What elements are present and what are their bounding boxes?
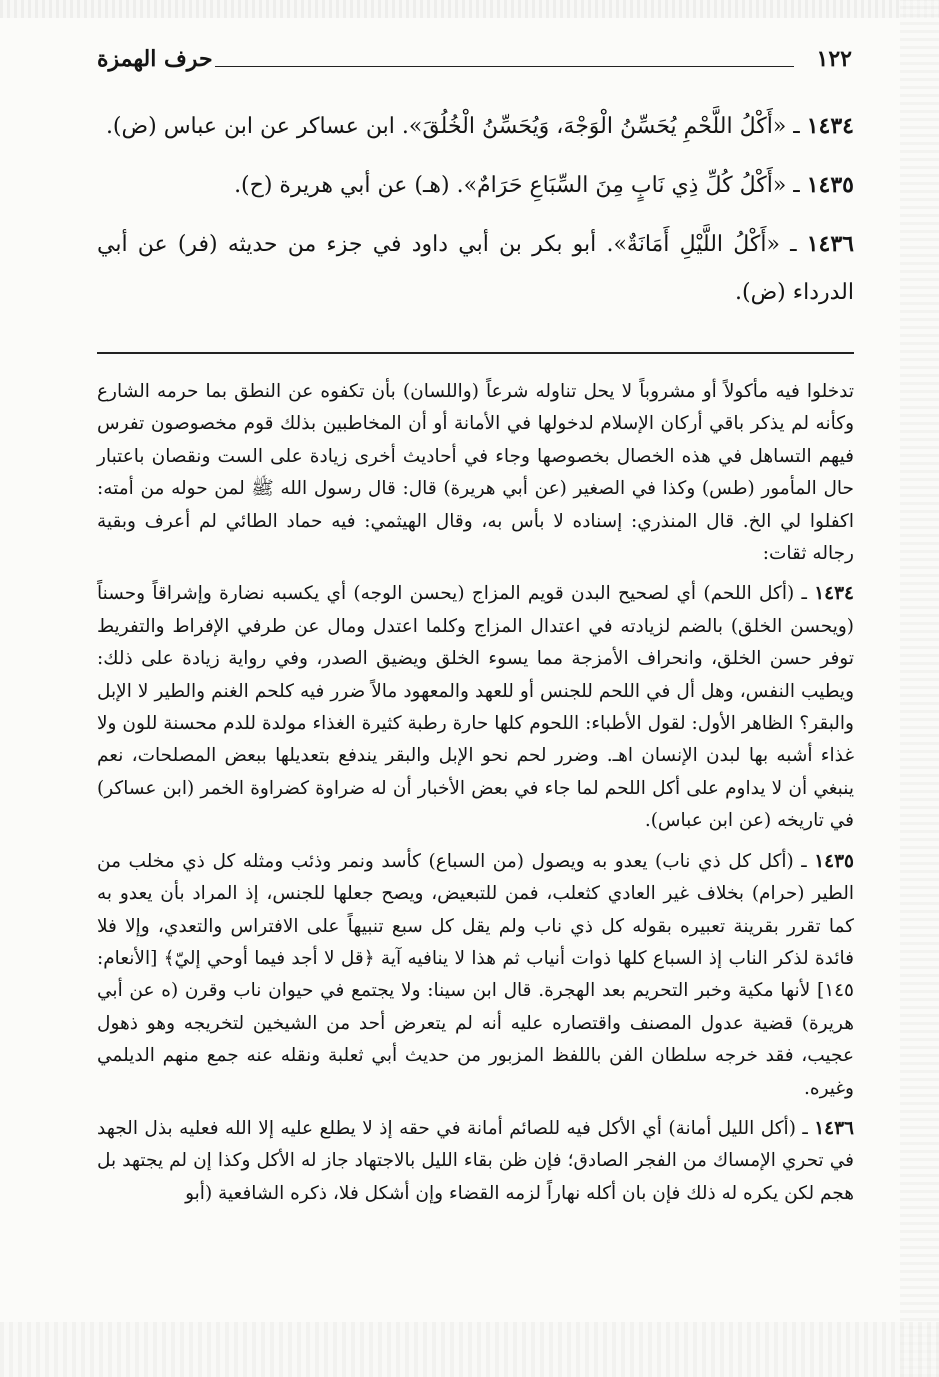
hadith-text: «أَكْلُ كُلِّ ذِي نَابٍ مِنَ السِّبَاعِ حَرَامٌ». (هـ) عن أبي هريرة (ح). <box>234 173 787 198</box>
scan-edge-bottom <box>0 1322 939 1377</box>
commentary-number: ١٤٣٥ <box>814 850 854 872</box>
scan-edge-top <box>0 0 939 18</box>
hadith-section <box>97 102 854 327</box>
hadith-entry: ١٤٣٥ ـ «أَكْلُ كُلِّ ذِي نَابٍ مِنَ السِّبَاعِ حَرَامٌ». (هـ) عن أبي هريرة (ح). <box>234 172 854 198</box>
commentary-paragraph <box>97 376 854 570</box>
commentary-text: تدخلوا فيه مأكولاً أو مشروباً لا يحل تناوله شرعاً (واللسان) بأن تكفوه عن النطق بما حرمه الشارع وكأنه لم يذكر باقي أركان الإسلام لدخولها في الأمانة أو أن المخاطبين بذلك قوم مخصوصون تفرس فيهم التساهل في هذه الخصال بخصوصها وجاء في أحاديث أخرى زيادة على الست ونقصان باعتبار حال المأمور (طس) وكذا في الصغير (عن أبي هريرة) قال: قال رسول الله ﷺ لمن حوله من أمته: اكفلوا لي الخ. قال المنذري: إسناده لا بأس به، وقال الهيثمي: فيه حماد الطائي لم أعرف وبقية رجاله ثقات: <box>97 381 854 565</box>
commentary-section <box>97 376 854 1218</box>
scan-edge-right <box>900 0 939 1377</box>
hadith-entry: ١٤٣٦ ـ «أَكْلُ اللَّيْلِ أَمَانَةٌ». أبو بكر بن أبي داود في جزء من حديثه (فر) عن أبي الدرداء (ض). <box>97 231 854 305</box>
page-number: ١٢٢ <box>816 46 852 72</box>
commentary-text: (أكل كل ذي ناب) يعدو به ويصول (من السباع) كأسد ونمر وذئب ومثله كل ذي مخلب من الطير (حرام) بخلاف غير العادي كثعلب، فمن للتبعيض، ويصح جعلها للجنس، إذ المراد بأن يعدو به كما تقرر بقرينة تعبيره بقوله كل ذي ناب ولم يقل كل سبع تنبيهاً على الافتراس والتعدي، وإلا فلا فائدة لذكر الناب إذ السباع كلها ذوات أنياب ثم هذا لا ينافيه آية ﴿قل لا أجد فيما أوحي إليّ﴾ [الأنعام: ١٤٥] لأنها مكية وخبر التحريم بعد الهجرة. قال ابن سينا: ولا يجتمع في حيوان ناب وقرن (ه عن أبي هريرة) قضية عدول المصنف واقتصاره عليه أنه لم يتعرض أحد من الشيخين لتخريجه وهو ذهول عجيب، فقد خرجه سلطان الفن باللفظ المزبور من حديث أبي ثعلبة ونقله عنه جمع منهم الديلمي وغيره. <box>97 850 854 1099</box>
header-rule <box>215 66 794 67</box>
commentary-paragraph: ١٤٣٥ ـ (أكل كل ذي ناب) يعدو به ويصول (من السباع) كأسد ونمر وذئب ومثله كل ذي مخلب من الطير (حرام) بخلاف غير العادي كثعلب، فمن للتبعيض، ويصح جعلها للجنس، إذ المراد بأن يعدو به كما تقرر بقرينة تعبيره بقوله كل ذي ناب ولم يقل كل سبع تنبيهاً على الافتراس والتعدي، وإلا فلا فائدة لذكر الناب إذ السباع كلها ذوات أنياب ثم هذا لا ينافيه آية ﴿قل لا أجد فيما أوحي إليّ﴾ [الأنعام: ١٤٥] لأنها مكية وخبر التحريم بعد الهجرة. قال ابن سينا: ولا يجتمع في حيوان ناب وقرن (ه عن أبي هريرة) قضية عدول المصنف واقتصاره عليه أنه لم يتعرض أحد من الشيخين لتخريجه وهو ذهول عجيب، فقد خرجه سلطان الفن باللفظ المزبور من حديث أبي ثعلبة ونقله عنه جمع منهم الديلمي وغيره. <box>97 850 854 1099</box>
hadith-entry: ١٤٣٤ ـ «أَكْلُ اللَّحْمِ يُحَسِّنُ الْوَجْهَ، وَيُحَسِّنُ الْخُلُقَ». ابن عساكر عن ابن عباس (ض). <box>105 113 854 139</box>
hadith-number: ١٤٣٦ <box>806 231 854 257</box>
hadith-text: «أَكْلُ اللَّيْلِ أَمَانَةٌ». أبو بكر بن أبي داود في جزء من حديثه (فر) عن أبي الدرداء (ض). <box>97 232 854 305</box>
commentary-paragraph: ١٤٣٤ ـ (أكل اللحم) أي لصحيح البدن قويم المزاج (يحسن الوجه) أي يكسبه نضارة وإشراقاً وحسناً (ويحسن الخلق) بالضم لزيادته في اعتدال المزاج وكلما اعتدل ومال عن طرفي الإفراط والتفريط توفر حسن الخلق، وانحراف الأمزجة مما يسوء الخلق ويضيق الصدر، وفي رواية زيادة على ذلك: ويطيب النفس، وهل أل في اللحم للجنس أو للعهد والمعهود مالاً ضرر فيه كلحم الغنم والطير لا الإبل والبقر؟ الظاهر الأول: لقول الأطباء: اللحوم كلها حارة رطبة كثيرة الغذاء مولدة للدم محسنة للون ولا غذاء أشبه بها لبدن الإنسان اهـ. وضرر لحم نحو الإبل والبقر يندفع بتعديلها ببعض المصلحات، نعم ينبغي أن لا يداوم على أكل اللحم لما جاء في بعض الأخبار أن له ضراوة كضراوة الخمر (ابن عساكر) في تاريخه (عن ابن عباس). <box>97 583 854 832</box>
section-separator <box>97 352 854 354</box>
commentary-number: ١٤٣٤ <box>814 583 854 605</box>
commentary-text: (أكل اللحم) أي لصحيح البدن قويم المزاج (يحسن الوجه) أي يكسبه نضارة وإشراقاً وحسناً (ويحسن الخلق) بالضم لزيادته في اعتدال المزاج وكلما اعتدل ومال عن طرفي الإفراط والتفريط توفر حسن الخلق، وانحراف الأمزجة مما يسوء الخلق ويضيق الصدر، وفي رواية زيادة على ذلك: ويطيب النفس، وهل أل في اللحم للجنس أو للعهد والمعهود مالاً ضرر فيه كلحم الغنم والطير لا الإبل والبقر؟ الظاهر الأول: لقول الأطباء: اللحوم كلها حارة رطبة كثيرة الغذاء مولدة للدم محسنة للون ولا غذاء أشبه بها لبدن الإنسان اهـ. وضرر لحم نحو الإبل والبقر يندفع بتعديلها ببعض المصلحات، نعم ينبغي أن لا يداوم على أكل اللحم لما جاء في بعض الأخبار أن له ضراوة كضراوة الخمر (ابن عساكر) في تاريخه (عن ابن عباس). <box>97 583 854 832</box>
commentary-paragraph: ١٤٣٦ ـ (أكل الليل أمانة) أي الأكل فيه للصائم أمانة في حقه إذ لا يطلع عليه إلا الله فعليه بذل الجهد في تحري الإمساك من الفجر الصادق؛ فإن ظن بقاء الليل بالاجتهاد جاز له الأكل وكذا إن لم يجتهد بل هجم لكن يكره له ذلك فإن بان أكله نهاراً لزمه القضاء وإن أشكل فلا، ذكره الشافعية (أبو <box>97 1117 854 1204</box>
chapter-title: حرف الهمزة <box>97 46 213 72</box>
commentary-number: ١٤٣٦ <box>814 1117 854 1139</box>
hadith-text: «أَكْلُ اللَّحْمِ يُحَسِّنُ الْوَجْهَ، وَيُحَسِّنُ الْخُلُقَ». ابن عساكر عن ابن عباس (ض). <box>105 114 787 139</box>
hadith-number: ١٤٣٤ <box>806 113 854 139</box>
page-header <box>97 42 852 78</box>
commentary-text: (أكل الليل أمانة) أي الأكل فيه للصائم أمانة في حقه إذ لا يطلع عليه إلا الله فعليه بذل الجهد في تحري الإمساك من الفجر الصادق؛ فإن ظن بقاء الليل بالاجتهاد جاز له الأكل وكذا إن لم يجتهد بل هجم لكن يكره له ذلك فإن بان أكله نهاراً لزمه القضاء وإن أشكل فلا، ذكره الشافعية (أبو <box>97 1117 854 1204</box>
hadith-number: ١٤٣٥ <box>806 172 854 198</box>
